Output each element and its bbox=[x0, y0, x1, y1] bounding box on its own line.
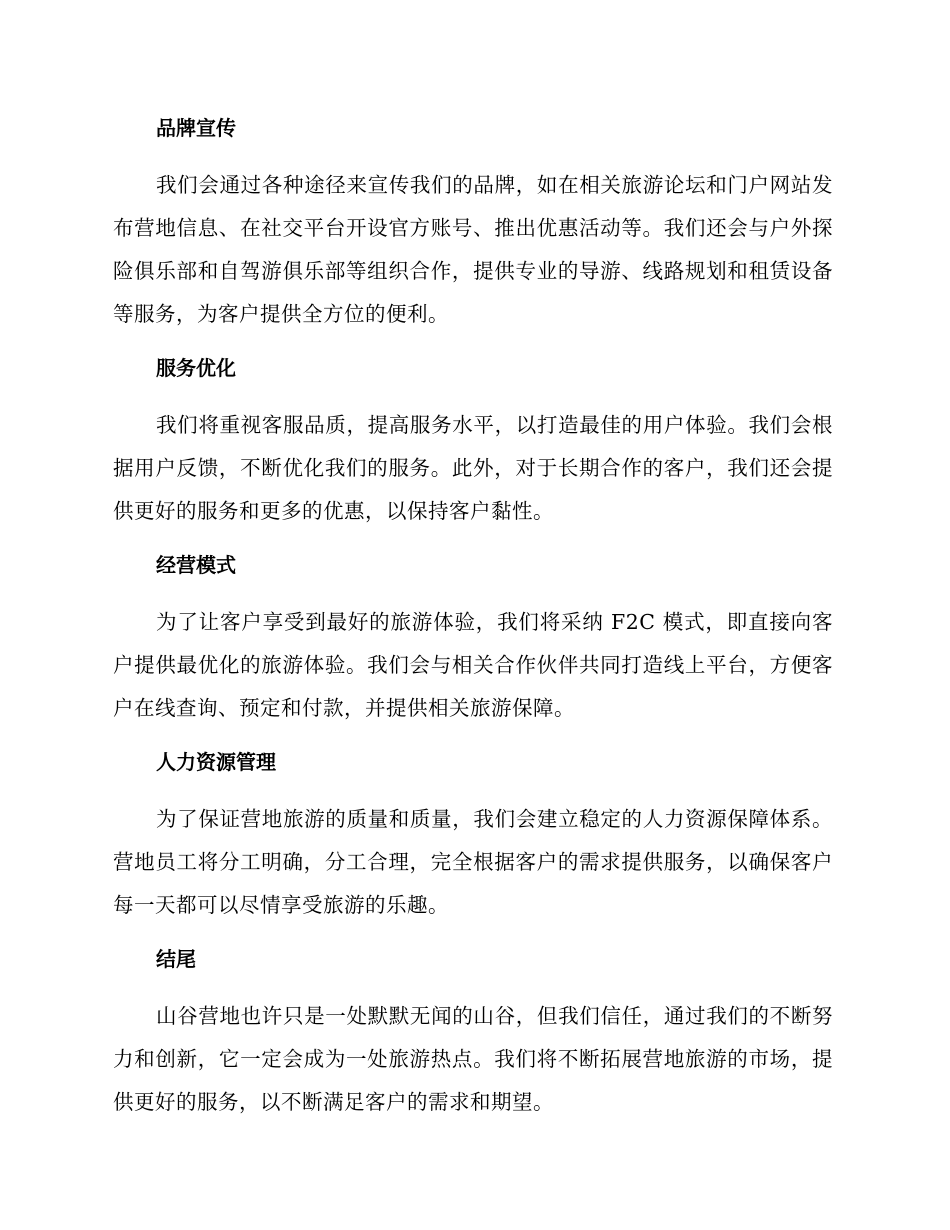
section-heading: 经营模式 bbox=[156, 553, 236, 577]
section-business-model bbox=[113, 547, 833, 730]
section-paragraph: 山谷营地也许只是一处默默无闻的山谷，但我们信任，通过我们的不断努力和创新，它一定会成为一处旅游热点。我们将不断拓展营地旅游的市场，提供更好的服务，以不断满足客户的需求和期望。 bbox=[113, 1004, 833, 1114]
document-content bbox=[113, 110, 833, 1138]
section-human-resources bbox=[113, 744, 833, 927]
section-heading: 结尾 bbox=[156, 947, 196, 971]
section-paragraph: 我们会通过各种途径来宣传我们的品牌，如在相关旅游论坛和门户网站发布营地信息、在社交平台开设官方账号、推出优惠活动等。我们还会与户外探险俱乐部和自驾游俱乐部等组织合作，提供专业的导游、线路规划和租赁设备等服务，为客户提供全方位的便利。 bbox=[113, 173, 833, 326]
section-paragraph: 我们将重视客服品质，提高服务水平，以打造最佳的用户体验。我们会根据用户反馈，不断优化我们的服务。此外，对于长期合作的客户，我们还会提供更好的服务和更多的优惠，以保持客户黏性。 bbox=[113, 413, 833, 523]
section-heading: 品牌宣传 bbox=[156, 116, 236, 140]
section-paragraph: 为了保证营地旅游的质量和质量，我们会建立稳定的人力资源保障体系。营地员工将分工明确，分工合理，完全根据客户的需求提供服务，以确保客户每一天都可以尽情享受旅游的乐趣。 bbox=[113, 807, 833, 917]
section-brand-promotion bbox=[113, 110, 833, 336]
section-conclusion bbox=[113, 941, 833, 1124]
section-heading: 人力资源管理 bbox=[156, 750, 276, 774]
section-paragraph: 为了让客户享受到最好的旅游体验，我们将采纳 F2C 模式，即直接向客户提供最优化的旅游体验。我们会与相关合作伙伴共同打造线上平台，方便客户在线查询、预定和付款，并提供相关旅游保障。 bbox=[113, 610, 833, 720]
section-heading: 服务优化 bbox=[156, 356, 236, 380]
section-service-optimization bbox=[113, 350, 833, 533]
